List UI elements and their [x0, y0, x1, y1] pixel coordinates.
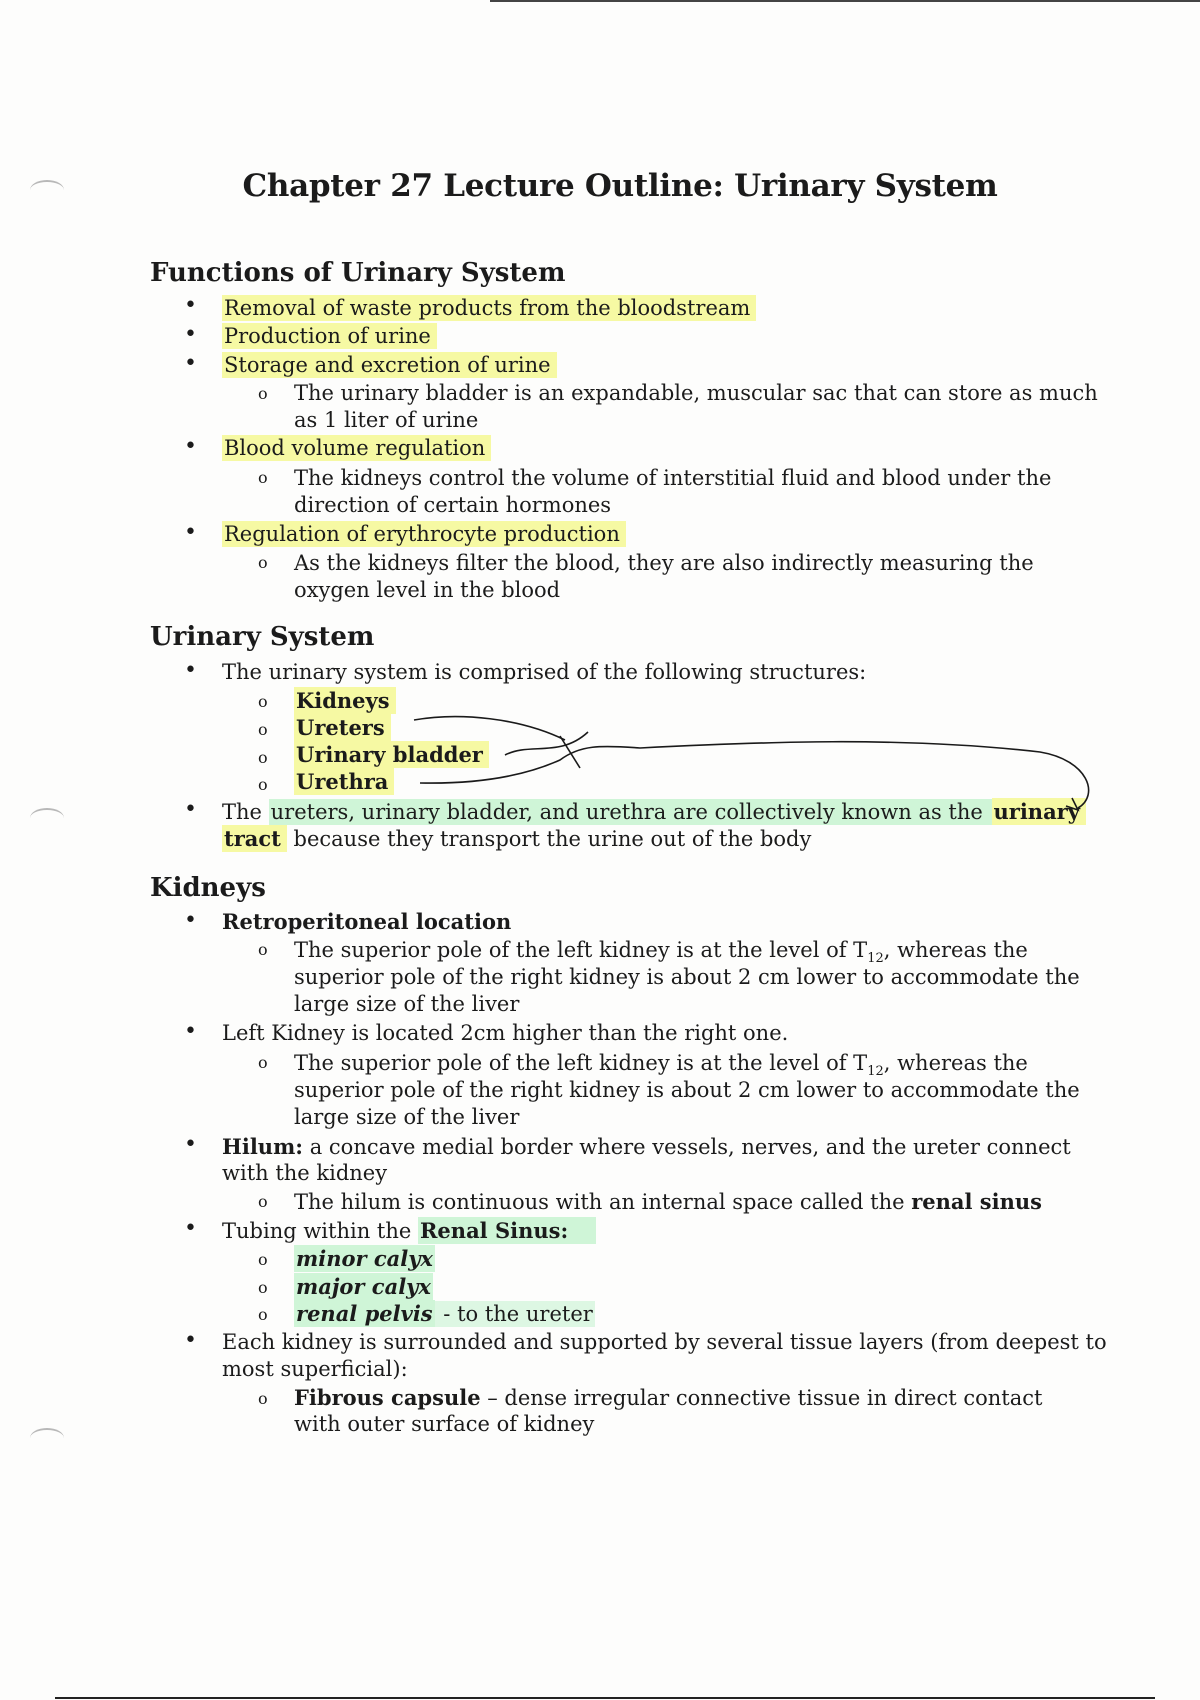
bold-term: tract	[222, 825, 287, 852]
structure-ureters: Ureters	[294, 714, 391, 741]
sub-bullet-circle: o	[258, 553, 268, 572]
sub-item-text: As the kidneys filter the blood, they are also indirectly measuring the	[294, 551, 1034, 575]
text-run: because they transport the urine out of the body	[286, 827, 812, 851]
text-run: a concave medial border where vessels, nerves, and the ureter connect	[303, 1135, 1071, 1159]
structure-urinary-bladder: Urinary bladder	[294, 741, 489, 768]
sub-bullet-circle: o	[258, 1053, 268, 1072]
bullet-dot: •	[184, 322, 197, 347]
subscript: 12	[867, 951, 884, 967]
calyx-term: minor calyx	[296, 1246, 433, 1271]
text-run: The superior pole of the left kidney is at the level of T	[294, 1051, 868, 1075]
sub-item-text	[294, 1300, 595, 1328]
calyx-term: major calyx	[296, 1274, 431, 1299]
highlighted-text: ureters, urinary bladder, and urethra are collectively known as the	[270, 800, 990, 824]
top-edge-line	[490, 0, 1200, 2]
sub-item-text	[294, 1384, 1042, 1412]
list-item	[222, 908, 511, 936]
text-run: The superior pole of the left kidney is at the level of T	[294, 938, 868, 962]
bold-term: renal sinus	[911, 1189, 1042, 1214]
sub-bullet-circle: o	[258, 940, 268, 959]
text-run: The hilum is continuous with an internal space called the	[294, 1190, 912, 1214]
sub-item-text: direction of certain hormones	[294, 493, 612, 517]
list-item: Left Kidney is located 2cm higher than the right one.	[222, 1021, 789, 1045]
list-item	[222, 323, 437, 350]
sub-item-text: large size of the liver	[294, 992, 520, 1016]
ink-stroke	[414, 717, 565, 740]
list-item-continuation: most superficial):	[222, 1357, 408, 1381]
bullet-dot: •	[184, 1132, 197, 1157]
bold-term: Hilum:	[222, 1134, 304, 1159]
highlighted-text: Storage and excretion of urine	[222, 352, 557, 378]
sub-bullet-circle: o	[258, 748, 268, 767]
structure-item	[294, 687, 396, 715]
sub-item-text	[294, 1273, 433, 1301]
bold-term: Fibrous capsule	[294, 1385, 481, 1410]
bullet-dot: •	[184, 293, 197, 318]
sub-bullet-circle: o	[258, 720, 268, 739]
bullet-dot: •	[184, 434, 197, 459]
sub-item-text: oxygen level in the blood	[294, 578, 561, 602]
highlighted-text: Blood volume regulation	[222, 435, 491, 461]
bullet-dot: •	[184, 520, 197, 545]
bold-term: urinary	[992, 798, 1086, 825]
structure-item	[294, 768, 394, 796]
sub-item-text: as 1 liter of urine	[294, 408, 479, 432]
bullet-dot: •	[184, 1019, 197, 1044]
sub-item-text	[294, 1245, 435, 1273]
highlighted-text: Regulation of erythrocyte production	[222, 521, 626, 547]
list-item	[222, 352, 557, 379]
structure-item	[294, 741, 489, 769]
ink-stroke	[505, 732, 588, 755]
list-item: The urinary system is comprised of the following structures:	[222, 660, 867, 684]
sub-bullet-circle: o	[258, 1305, 268, 1324]
list-item-continuation: with the kidney	[222, 1161, 388, 1185]
bottom-edge-line	[55, 1697, 1155, 1699]
sub-item-text: with outer surface of kidney	[294, 1412, 595, 1436]
structure-item	[294, 714, 391, 742]
sub-bullet-circle: o	[258, 1389, 268, 1408]
margin-crease-2	[30, 808, 64, 828]
list-item	[222, 1217, 596, 1245]
margin-crease-3	[30, 1428, 64, 1448]
sub-item-text: The urinary bladder is an expandable, muscular sac that can store as much	[294, 381, 1098, 405]
bullet-dot: •	[184, 797, 197, 822]
list-item	[222, 295, 756, 322]
list-item: Each kidney is surrounded and supported by several tissue layers (from deepest to	[222, 1330, 1107, 1354]
text-run: - to the ureter	[436, 1302, 593, 1326]
subscript: 12	[867, 1064, 884, 1080]
bullet-dot: •	[184, 351, 197, 376]
text-run: Tubing within the	[222, 1219, 418, 1243]
sub-bullet-circle: o	[258, 1192, 268, 1211]
list-item	[222, 521, 626, 548]
sub-bullet-circle: o	[258, 775, 268, 794]
sub-item-text: large size of the liver	[294, 1105, 520, 1129]
bold-term: Retroperitoneal location	[222, 909, 512, 934]
text-run: , whereas the	[883, 938, 1028, 962]
text-run: – dense irregular connective tissue in direct contact	[480, 1386, 1043, 1410]
list-item	[222, 435, 491, 462]
structure-urethra: Urethra	[294, 768, 394, 795]
sub-item-text: The kidneys control the volume of interstitial fluid and blood under the	[294, 466, 1052, 490]
section-heading-kidneys: Kidneys	[150, 873, 266, 903]
list-item-continuation	[222, 825, 811, 853]
highlighted-text: Removal of waste products from the bloodstream	[222, 295, 756, 321]
bold-term: Renal Sinus:	[418, 1217, 596, 1244]
list-item	[222, 798, 1086, 826]
sub-bullet-circle: o	[258, 468, 268, 487]
ink-stroke	[560, 736, 580, 768]
text-run: The	[222, 800, 269, 824]
sub-bullet-circle: o	[258, 692, 268, 711]
sub-item-text	[294, 1188, 1042, 1216]
list-item	[222, 1133, 1071, 1161]
sub-item-text: superior pole of the right kidney is about 2 cm lower to accommodate the	[294, 965, 1080, 989]
renal-pelvis-term: renal pelvis	[296, 1301, 433, 1326]
highlighted-text: Production of urine	[222, 323, 437, 349]
bullet-dot: •	[184, 908, 197, 933]
page-title: Chapter 27 Lecture Outline: Urinary System	[242, 168, 998, 204]
section-heading-urinary-system: Urinary System	[150, 622, 375, 652]
section-heading-functions: Functions of Urinary System	[150, 258, 566, 288]
bullet-dot: •	[184, 658, 197, 683]
sub-item-text: superior pole of the right kidney is about 2 cm lower to accommodate the	[294, 1078, 1080, 1102]
sub-bullet-circle: o	[258, 384, 268, 403]
bullet-dot: •	[184, 1216, 197, 1241]
bullet-dot: •	[184, 1328, 197, 1353]
sub-bullet-circle: o	[258, 1250, 268, 1269]
sub-bullet-circle: o	[258, 1278, 268, 1297]
structure-kidneys: Kidneys	[294, 687, 396, 714]
text-run: , whereas the	[883, 1051, 1028, 1075]
